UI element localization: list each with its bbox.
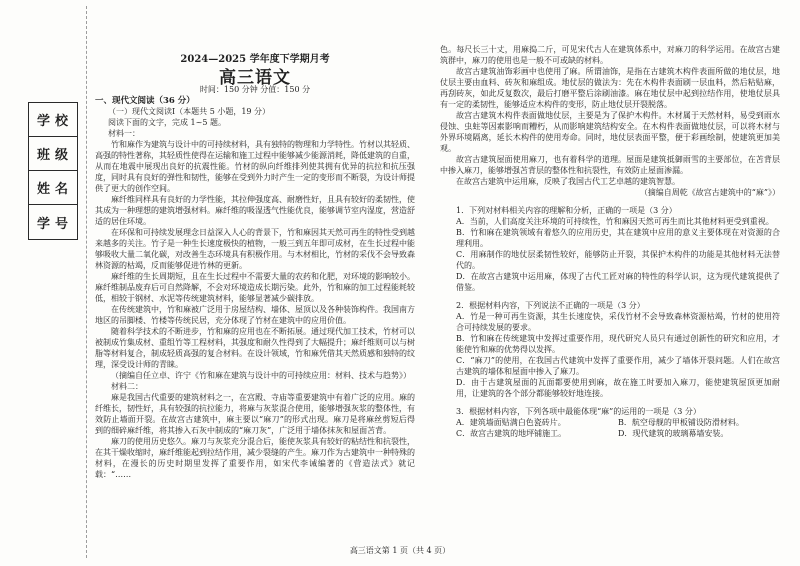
question-stem: 1．下列对材料相关内容的理解和分析，正确的一项是（3 分） — [456, 206, 677, 215]
right-column — [440, 44, 780, 538]
binding-dashed-line — [86, 6, 87, 558]
option-b: B．竹和麻在传统建筑中发挥过重要作用，现代研究人员只有通过创新性的研究和应用，才能使竹和麻的优势得以发挥。 — [456, 334, 780, 354]
option-d: D．由于古建筑屋面的瓦面都要使用到麻，故在施工时要加入麻刀，能使建筑屋顶更加耐用，让建筑的各个部分都能够较好地连接。 — [456, 378, 780, 398]
passage-continuation: 色。每尺长三十丈，用麻捣二斤，可见宋代古人在建筑体系中，对麻刀的科学运用。在故宫古建筑群中，麻刀的使用也是一般不可或缺的材料。 — [440, 45, 780, 65]
question-2 — [440, 300, 780, 399]
option-d: D．现代建筑的玻璃幕墙安装。 — [618, 429, 729, 438]
page-footer: 高三语文第 1 页（共 4 页） — [349, 546, 451, 555]
material1-paragraph: 随着科学技术的不断进步，竹和麻的应用也在不断拓展。通过现代加工技术，竹材可以被制成竹集成材、重组竹等工程材料，其强度和耐久性得到了大幅提升；麻纤维则可以与树脂等材料复合，制成轻质高强的复合材料。在设计领域，竹和麻凭借其天然质感和独特的纹理，深受设计师的青睐。 — [95, 327, 415, 369]
school-label: 学校 — [29, 103, 77, 137]
exam-time-score: 时间：150 分钟 分值：150 分 — [199, 85, 311, 94]
option-c: C．用麻制作的地仗层柔韧性较好，能够防止开裂，其保护木构件的功能是其他材料无法替代的。 — [456, 250, 780, 270]
material2-paragraph: 麻是我国古代重要的建筑材料之一，在宫殿、寺庙等重要建筑中有着广泛的应用。麻的纤维长，韧性好，具有较强的抗拉能力，将麻与灰浆混合使用，能够增强灰浆的整体性，有效防止墙面开裂。在故宫古建筑中，麻主要以“麻刀”的形式出现。麻刀是将麻丝剪短后得到的细碎麻纤维，将其掺入石灰中制成的“麻刀灰”，广泛用于墙体抹灰和屋面苫背。 — [95, 393, 415, 435]
name-label: 姓名 — [29, 171, 77, 205]
exam-title: 2024—2025 学年度下学期月考 — [180, 54, 330, 65]
material1-source: （摘编自任立卓、许宁《竹和麻在建筑与设计中的可持续应用：材料、技术与趋势》） — [111, 371, 411, 380]
material1-paragraph: 竹和麻作为建筑与设计中的可持续材料，具有独特的物理和力学特性。竹材以其轻质、高强的特性著称，其轻质性使得在运输和施工过程中能够减少能源消耗，降低建筑的自重，从而在地震中展现出良好的抗震性能。竹材的纵向纤维排列使其拥有优异的抗拉和抗压强度，同时具有良好的弹性和韧性，能够在受到外力时产生一定的变形而不断裂，为设计师提供了更大的创作空间。 — [95, 140, 415, 193]
option-a: A．竹是一种可再生资源，其生长速度快，采伐竹材不会导致森林资源枯竭，竹材的使用符合可持续发展的要求。 — [456, 312, 780, 332]
question-3 — [440, 406, 780, 439]
section-heading: 一、现代文阅读（36 分） — [95, 96, 195, 106]
material1-paragraph: 在传统建筑中，竹和麻被广泛用于房屋结构、墙体、屋顶以及各种装饰构件。我国南方地区的吊脚楼、竹楼等传统民居，充分体现了竹材在建筑中的应用价值。 — [95, 305, 415, 325]
class-label: 班级 — [29, 137, 77, 171]
section-subheading: （一）现代文阅读Ⅰ（本题共 5 小题，19 分） — [108, 107, 271, 116]
material1-paragraph: 在环保和可持续发展理念日益深入人心的背景下，竹和麻因其天然可再生的特性受到越来越多的关注。竹子是一种生长速度极快的植物，一般三到五年即可成材，在生长过程中能够吸收大量二氧化碳，对改善生态环境具有积极作用。与木材相比，竹材的采伐不会导致森林资源的枯竭，反而能够促进竹林的更新。 — [95, 228, 415, 270]
material2-paragraph: 在故宫古建筑中运用麻，反映了我国古代工艺卓越的建筑智慧。 — [456, 177, 680, 186]
student-number-label: 学号 — [36, 216, 73, 232]
material1-paragraph: 麻纤维的生长周期短，且在生长过程中不需要大量的农药和化肥，对环境的影响较小。麻纤维制品废弃后可自然降解，不会对环境造成长期污染。此外，竹和麻的加工过程能耗较低，相较于钢材、水泥等传统建筑材料，能够显著减少碳排放。 — [95, 272, 415, 303]
option-b: B．竹和麻在建筑领域有着悠久的应用历史，其在建筑中应用的意义主要体现在对资源的合理利用。 — [456, 228, 780, 248]
option-c: C．故宫古建筑的地坪铺施工。 — [456, 429, 567, 438]
material2-paragraph: 故宫古建筑屋面使用麻刀，也有着科学的道理。屋面是建筑抵御雨雪的主要部位，在苫背层中掺入麻刀，能够增强苫背层的整体性和抗裂性，有效防止屋面渗漏。 — [440, 155, 780, 175]
exam-subject: 高三语文 — [219, 68, 291, 88]
options-grid — [440, 417, 780, 439]
material1-paragraph: 麻纤维同样具有良好的力学性能，其拉伸强度高、耐磨性好，且具有较好的柔韧性，使其成为一种理想的建筑增强材料。麻纤维的吸湿透气性能优良，能够调节室内湿度，营造舒适的居住环境。 — [95, 195, 415, 226]
question-stem: 3．根据材料内容，下列各项中最能体现“麻”的运用的一项是（3 分） — [456, 407, 701, 416]
material2-source: （摘编自周乾《故宫古建筑中的“麻”》） — [639, 188, 780, 197]
question-stem: 2．根据材料内容，下列说法不正确的一项是（3 分） — [456, 301, 645, 310]
material2-label: 材料二： — [111, 382, 143, 391]
option-a: A．当前，人们高度关注环境的可持续性，竹和麻因天然可再生而比其他材料更受到重视。 — [456, 217, 774, 226]
option-a: A．建筑墙面贴满白色瓷砖片。 — [456, 418, 566, 427]
material2-paragraph: 麻刀的使用历史悠久。麻刀与灰浆充分混合后，能使灰浆具有较好的粘结性和抗裂性，在其干燥收缩时，麻纤维能起到拉结作用，减少裂缝的产生。麻刀作为古建筑中一种特殊的材料，在漫长的历史时期里发挥了重要作用，如宋代李诫编著的《营造法式》就记载：“…… — [95, 437, 415, 479]
student-info-box — [28, 102, 78, 240]
question-1 — [440, 205, 780, 293]
reading-instruction: 阅读下面的文字，完成 1~5 题。 — [108, 118, 226, 127]
material2-paragraph: 故宫古建筑木构件表面做地仗层，主要是为了保护木构件。木材属于天然材料，易受到雨水侵蚀、虫蛀等因素影响而糟朽，从而影响建筑结构安全。在木构件表面做地仗层，可以将木材与外界环境隔离，延长木构件的使用寿命。同时，地仗层表面平整，便于彩画绘制，使建筑更加美观。 — [440, 111, 780, 153]
option-d: D．在故宫古建筑中运用麻，体现了古代工匠对麻的特性的科学认识，这为现代建筑提供了借鉴。 — [456, 272, 780, 292]
material1-label: 材料一： — [108, 129, 140, 138]
material2-paragraph: 故宫古建筑油饰彩画中也使用了麻。所谓油饰，是指在古建筑木构件表面所做的地仗层，地仗层主要由血料、砖灰和麻组成。地仗层的做法为：先在木构件表面刷一层血料，然后粘贴麻，再刮砖灰，如此反复数次，最后打磨平整后涂刷油漆。麻在地仗层中起到拉结作用，使地仗层具有一定的柔韧性，能够适应木构件的变形，防止地仗层开裂脱落。 — [440, 67, 780, 109]
option-c: C．“麻刀”的使用，在我国古代建筑中发挥了重要作用，减少了墙体开裂问题。人们在故宫古建筑的墙体和屋面中掺入了麻刀。 — [456, 356, 780, 376]
left-column — [95, 139, 415, 529]
option-b: B．航空母舰的甲板铺设防滑材料。 — [618, 418, 744, 427]
